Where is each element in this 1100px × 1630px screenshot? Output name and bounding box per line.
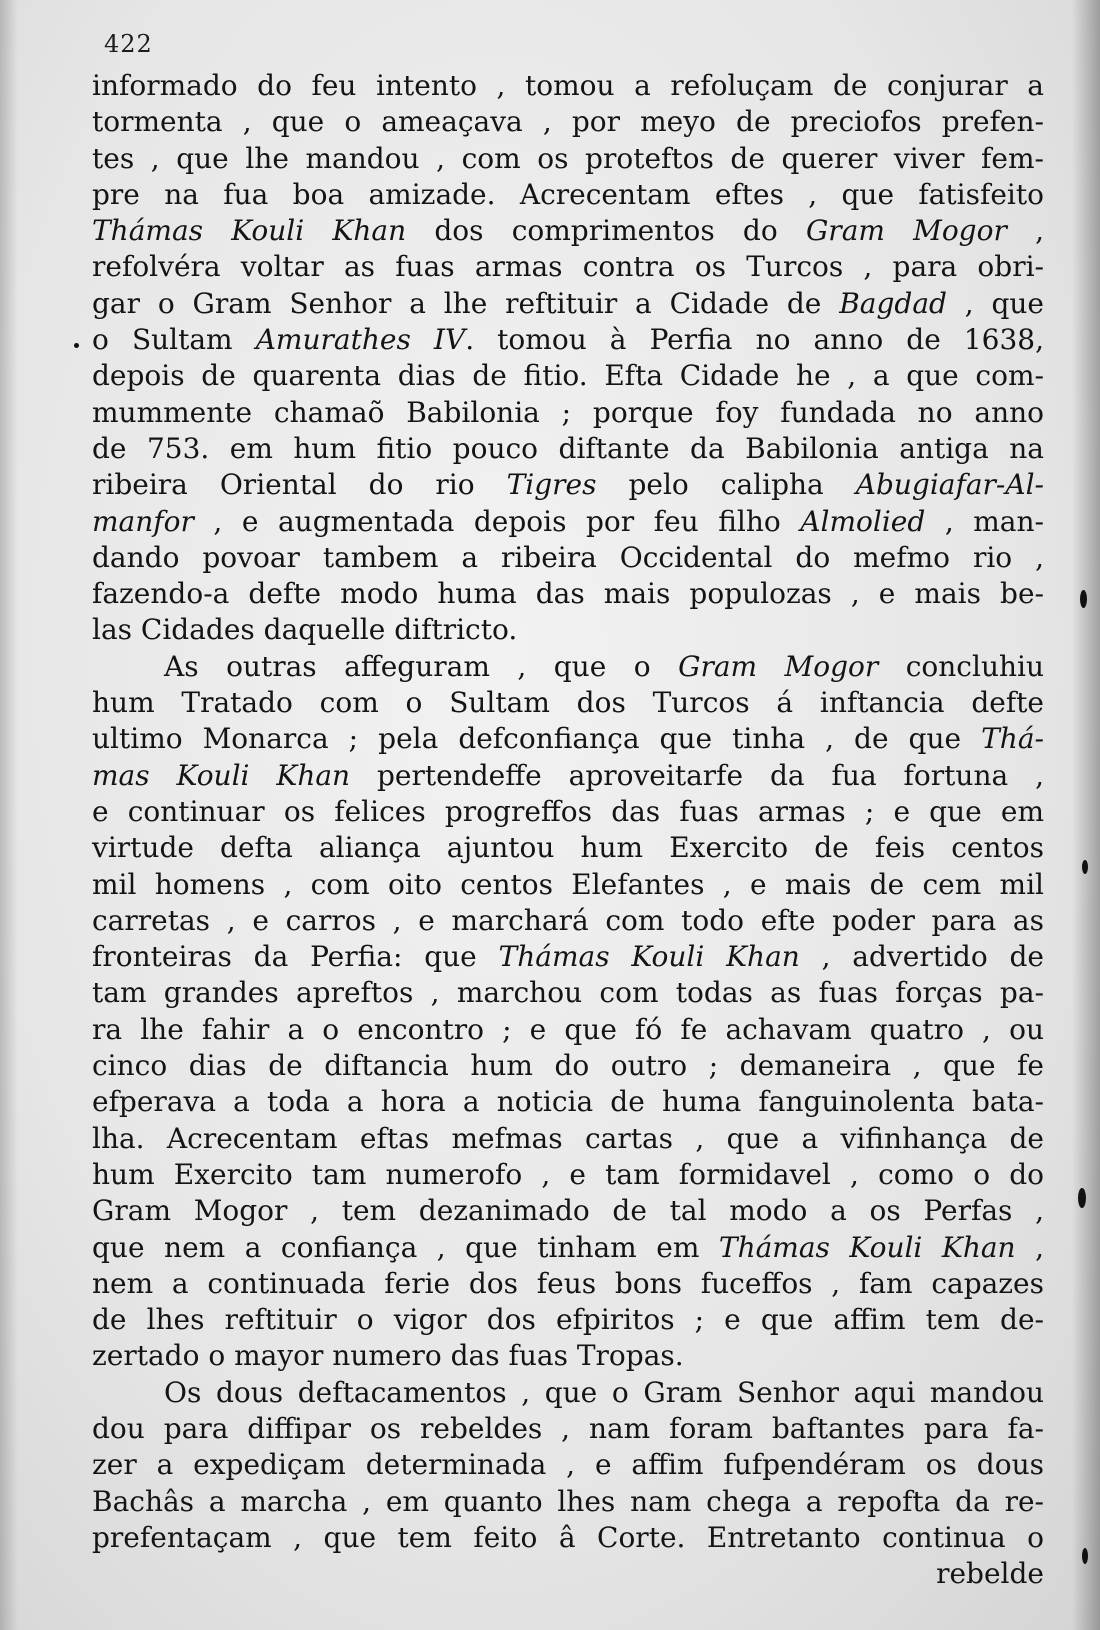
- text-line: Os dous deftacamentos , que o Gram Senhor aqui mandou: [164, 1375, 1044, 1409]
- text-line: mil homens , com oito centos Elefantes , e mais de cem mil: [92, 867, 1044, 901]
- text-line: fazendo-a defte modo huma das mais populozas , e mais be-: [92, 577, 1044, 611]
- ink-mark: [1078, 1188, 1086, 1208]
- text-line: pre na fua boa amizade. Acrecentam eftes , que fatisfeito: [92, 177, 1044, 211]
- text-line: depois de quarenta dias de fitio. Efta Cidade he , a que com-: [92, 359, 1044, 393]
- text-line: As outras affeguram , que o Gram Mogor concluhiu: [164, 649, 1044, 683]
- page-number: 422: [104, 30, 153, 58]
- text-line: o Sultam Amurathes IV. tomou à Perfia no anno de 1638,: [92, 323, 1045, 357]
- text-line: hum Exercito tam numerofo , e tam formidavel , como o do: [92, 1157, 1044, 1191]
- body-text: [92, 68, 1044, 1592]
- text-line: lha. Acrecentam eftas mefmas cartas , que a vifinhança de: [92, 1121, 1044, 1155]
- text-line: zer a expediçam determinada , e affim fufpendéram os dous: [92, 1448, 1044, 1482]
- text-line: mummente chamaõ Babilonia ; porque foy fundada no anno: [92, 395, 1044, 429]
- text-line: prefentaçam , que tem feito â Corte. Entretanto continua o: [92, 1520, 1044, 1554]
- text-line: e continuar os felices progreffos das fuas armas ; e que em: [92, 794, 1044, 828]
- text-line: ra lhe fahir a o encontro ; e que fó fe achavam quatro , ou: [92, 1012, 1044, 1046]
- text-line: cinco dias de diftancia hum do outro ; demaneira , que fe: [92, 1049, 1044, 1083]
- text-line: manfor , e augmentada depois por feu filho Almolied , man-: [92, 504, 1044, 538]
- ink-mark: [1082, 1548, 1088, 1564]
- ink-mark: [1082, 860, 1088, 874]
- text-line: dando povoar tambem a ribeira Occidental do mefmo rio ,: [92, 540, 1044, 574]
- text-line: informado do feu intento , tomou a refoluçam de conjurar a: [92, 69, 1044, 102]
- text-line: refolvéra voltar as fuas armas contra os Turcos , para obri-: [92, 250, 1044, 284]
- text-line: tam grandes apreftos , marchou com todas as fuas forças pa-: [92, 976, 1044, 1010]
- text-line: mas Kouli Khan pertendeffe aproveitarfe da fua fortuna ,: [92, 758, 1044, 792]
- text-line: que nem a confiança , que tinham em Thámas Kouli Khan ,: [92, 1230, 1044, 1264]
- text-line: Gram Mogor , tem dezanimado de tal modo a os Perfas ,: [92, 1194, 1044, 1228]
- text-line: zertado o mayor numero das fuas Tropas.: [92, 1339, 684, 1373]
- text-line: nem a continuada ferie dos feus bons fuceffos , fam capazes: [92, 1266, 1044, 1300]
- text-line: virtude defta aliança ajuntou hum Exercito de feis centos: [92, 831, 1044, 865]
- text-line: de lhes reftituir o vigor dos efpiritos ; e que affim tem de-: [92, 1303, 1044, 1337]
- catchword: rebelde: [936, 1557, 1044, 1591]
- text-line: ultimo Monarca ; pela defconfiança que tinha , de que Thá-: [92, 722, 1044, 756]
- text-line: tormenta , que o ameaçava , por meyo de preciofos prefen-: [92, 105, 1044, 139]
- page-shadow-left: [0, 0, 18, 1630]
- text-line: tes , que lhe mandou , com os proteftos de querer viver fem-: [92, 141, 1044, 175]
- text-line: las Cidades daquelle diftricto.: [92, 613, 518, 647]
- text-line: hum Tratado com o Sultam dos Turcos á inftancia defte: [92, 686, 1044, 720]
- ink-mark: [1080, 590, 1087, 608]
- text-line: efperava a toda a hora a noticia de huma fanguinolenta bata-: [92, 1085, 1044, 1119]
- text-line: carretas , e carros , e marchará com todo efte poder para as: [92, 903, 1044, 937]
- ink-mark: [74, 343, 79, 348]
- text-line: ribeira Oriental do rio Tigres pelo calipha Abugiafar-Al-: [92, 468, 1045, 502]
- text-line: Thámas Kouli Khan dos comprimentos do Gram Mogor ,: [92, 214, 1044, 248]
- text-line: de 753. em hum fitio pouco diftante da Babilonia antiga na: [92, 431, 1044, 465]
- text-line: fronteiras da Perfia: que Thámas Kouli Khan , advertido de: [92, 940, 1044, 974]
- text-line: gar o Gram Senhor a lhe reftituir a Cidade de Bagdad , que: [92, 286, 1045, 320]
- text-line: dou para diffipar os rebeldes , nam foram baftantes para fa-: [92, 1411, 1044, 1445]
- text-line: Bachâs a marcha , em quanto lhes nam chega a repofta da re-: [92, 1484, 1044, 1518]
- page-shadow-right: [1072, 0, 1100, 1630]
